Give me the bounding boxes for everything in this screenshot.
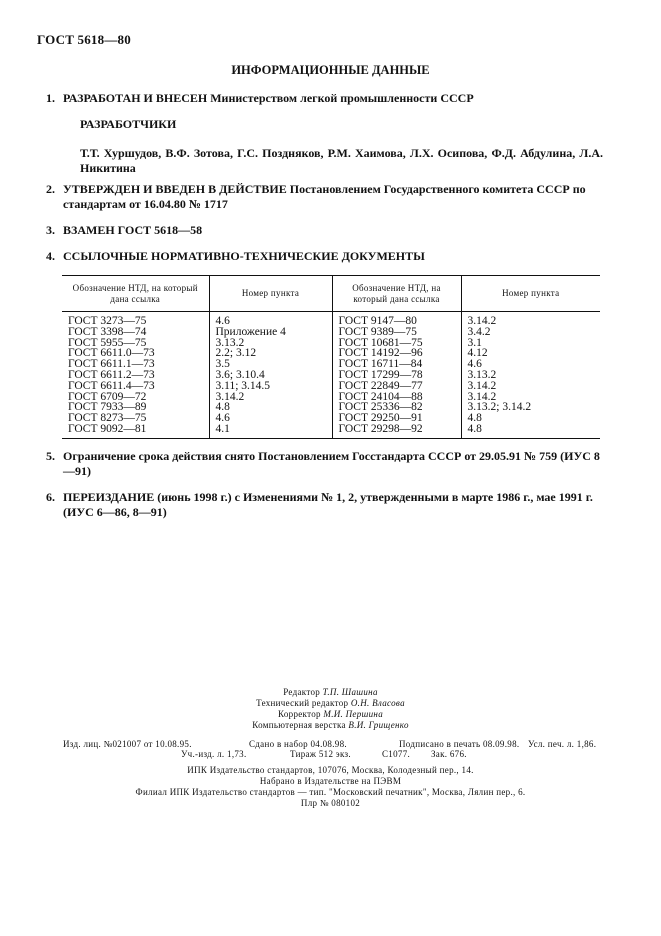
section-text: Ограничение срока действия снято Постановлением Госстандарта СССР от 29.05.91 № 759 (ИУС 8—91)	[63, 449, 600, 478]
imprint-plr: Плр № 080102	[300, 798, 361, 808]
item-number: 4.8	[467, 412, 482, 425]
col-header-doc-left: Обозначение НТД, на который дана ссылка	[62, 276, 209, 312]
section-text: Министерством легкой промышленности СССР	[210, 91, 474, 105]
imprint-person: О.Н. Власова	[350, 698, 405, 708]
ntd-designation: ГОСТ 29250—91	[338, 412, 423, 425]
imprint-layout	[0, 720, 661, 731]
ntd-designation: ГОСТ 10681—75	[338, 336, 423, 349]
ntd-designation: ГОСТ 6709—72	[68, 390, 147, 403]
imprint-signed: Подписано в печать 08.09.98.	[399, 739, 520, 749]
imprint-license: Изд. лиц. №021007 от 10.08.95.	[63, 739, 192, 749]
imprint-person: Т.П. Шашина	[322, 687, 378, 697]
item-number: 4.6	[467, 358, 482, 371]
section-text: Постановлением Государственного комитета СССР по стандартам от 16.04.80 № 1717	[63, 182, 586, 211]
section-heading: УТВЕРЖДЕН И ВВЕДЕН В ДЕЙСТВИЕ	[63, 182, 287, 196]
ntd-designation: ГОСТ 14192—96	[338, 347, 423, 360]
ntd-designation: ГОСТ 5955—75	[68, 336, 147, 349]
item-number: 3.13.2; 3.14.2	[467, 401, 532, 414]
imprint-corrector	[0, 709, 661, 720]
page-title: ИНФОРМАЦИОННЫЕ ДАННЫЕ	[231, 63, 430, 77]
section-number: 5.	[46, 449, 55, 463]
table-row	[62, 312, 600, 439]
section-developed-by	[46, 91, 603, 106]
imprint-tech-editor	[0, 698, 661, 709]
section-heading: ПЕРЕИЗДАНИЕ	[63, 490, 155, 504]
section-approved	[46, 182, 603, 212]
ntd-designation: ГОСТ 29298—92	[338, 422, 423, 435]
imprint-order: Зак. 676.	[431, 749, 467, 759]
ntd-designation: ГОСТ 7933—89	[68, 401, 147, 414]
ntd-designation: ГОСТ 6611.1—73	[68, 358, 155, 371]
section-heading: РАЗРАБОТАН И ВНЕСЕН	[63, 91, 208, 105]
section-limitation-removed	[46, 449, 603, 479]
imprint-circulation: Тираж 512 экз.	[290, 749, 351, 759]
imprint-label: Компьютерная верстка	[252, 720, 346, 730]
section-references	[46, 249, 603, 264]
section-number: 1.	[46, 91, 55, 105]
section-text: ВЗАМЕН ГОСТ 5618—58	[63, 223, 203, 237]
imprint-label: Технический редактор	[256, 698, 349, 708]
section-number: 4.	[46, 249, 55, 263]
imprint-typeset: Набрано в Издательстве на ПЭВМ	[259, 776, 402, 786]
section-text: ССЫЛОЧНЫЕ НОРМАТИВНО-ТЕХНИЧЕСКИЕ ДОКУМЕНТЫ	[63, 249, 425, 263]
item-number: 3.5	[215, 358, 230, 371]
item-number: 3.14.2	[467, 379, 497, 392]
item-number: 3.4.2	[467, 325, 491, 338]
ntd-designation: ГОСТ 6611.4—73	[68, 379, 155, 392]
item-number: 3.13.2	[467, 368, 497, 381]
col-header-item-right: Номер пункта	[461, 276, 600, 312]
right-doc-column	[332, 312, 461, 439]
section-reissue	[46, 490, 603, 520]
ntd-designation: ГОСТ 3398—74	[68, 325, 147, 338]
imprint-print-sheets: Усл. печ. л. 1,86.	[528, 739, 597, 749]
imprint-pub-sheets: Уч.-изд. л. 1,73.	[181, 749, 247, 759]
ntd-designation: ГОСТ 22849—77	[338, 379, 423, 392]
item-number: 4.6	[215, 412, 230, 425]
item-number: 3.14.2	[467, 390, 497, 403]
item-number: 3.1	[467, 336, 482, 349]
ntd-designation: ГОСТ 24104—88	[338, 390, 423, 403]
col-header-doc-right: Обозначение НТД, на который дана ссылка	[332, 276, 461, 312]
right-item-column	[461, 312, 600, 439]
ntd-designation: ГОСТ 9092—81	[68, 422, 147, 435]
table-header-row	[62, 276, 600, 312]
imprint-person: М.И. Першина	[323, 709, 383, 719]
imprint-sent: Сдано в набор 04.08.98.	[249, 739, 347, 749]
imprint-publisher: ИПК Издательство стандартов, 107076, Москва, Колодезный пер., 14.	[187, 765, 474, 775]
item-number: 3.6; 3.10.4	[215, 368, 265, 381]
ntd-designation: ГОСТ 17299—78	[338, 368, 423, 381]
ntd-designation: ГОСТ 9389—75	[338, 325, 417, 338]
imprint-person: В.И. Грищенко	[348, 720, 409, 730]
item-number: 4.12	[467, 347, 488, 360]
item-number: 4.8	[467, 422, 482, 435]
ntd-designation: ГОСТ 16711—84	[338, 358, 423, 371]
item-number: 4.8	[215, 401, 230, 414]
section-number: 6.	[46, 490, 55, 504]
left-doc-column	[62, 312, 209, 439]
imprint-label: Редактор	[283, 687, 321, 697]
item-number: Приложение 4	[215, 325, 286, 338]
item-number: 2.2; 3.12	[215, 347, 257, 360]
section-number: 2.	[46, 182, 55, 196]
item-number: 3.14.2	[215, 390, 245, 403]
imprint-editor	[0, 687, 661, 698]
ntd-designation: ГОСТ 9147—80	[338, 315, 417, 327]
section-number: 3.	[46, 223, 55, 237]
ntd-designation: ГОСТ 6611.2—73	[68, 368, 155, 381]
item-number: 3.11; 3.14.5	[215, 379, 271, 392]
ntd-designation: ГОСТ 6611.0—73	[68, 347, 155, 360]
document-code: ГОСТ 5618—80	[37, 32, 131, 47]
reference-table	[62, 275, 600, 439]
ntd-designation: ГОСТ 25336—82	[338, 401, 423, 414]
item-number: 4.1	[215, 422, 230, 435]
item-number: 4.6	[215, 315, 230, 327]
developers-names: Т.Т. Хуршудов, В.Ф. Зотова, Г.С. Поздняков, Р.М. Хаимова, Л.Х. Осипова, Ф.Д. Абдулина, Л.А. Никитина	[80, 146, 603, 175]
ntd-designation: ГОСТ 8273—75	[68, 412, 147, 425]
imprint-branch: Филиал ИПК Издательство стандартов — тип. "Московский печатник", Москва, Лялин пер., 6.	[135, 787, 526, 797]
section-replaces	[46, 223, 603, 238]
item-number: 3.14.2	[467, 315, 497, 327]
developers-heading: РАЗРАБОТЧИКИ	[80, 117, 177, 131]
imprint-label: Корректор	[278, 709, 321, 719]
imprint-order-c: С1077.	[382, 749, 411, 759]
section-text: (июнь 1998 г.) с Изменениями № 1, 2, утвержденными в марте 1986 г., мае 1991 г. (ИУС 6—86, 8—91)	[63, 490, 593, 519]
left-item-column	[209, 312, 332, 439]
ntd-designation: ГОСТ 3273—75	[68, 315, 147, 327]
col-header-item-left: Номер пункта	[209, 276, 332, 312]
item-number: 3.13.2	[215, 336, 245, 349]
